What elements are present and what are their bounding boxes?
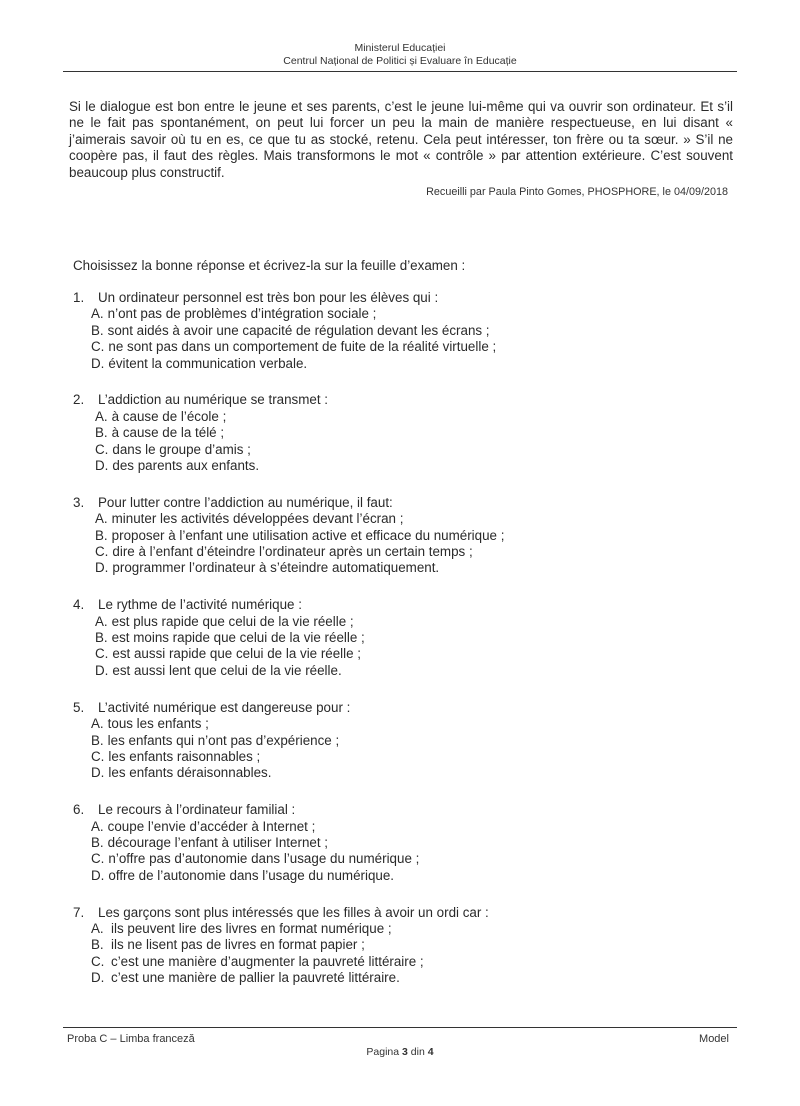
reading-passage xyxy=(69,99,733,181)
page-total: 4 xyxy=(427,1046,434,1058)
question-text: L’activité numérique est dangereuse pour : xyxy=(98,699,351,715)
option-b xyxy=(73,835,733,851)
page-current: 3 xyxy=(402,1046,408,1058)
option-c xyxy=(73,851,733,867)
option-letter: D. xyxy=(95,560,109,576)
option-letter: D. xyxy=(91,355,105,371)
option-list xyxy=(73,921,733,987)
header-ministry: Ministerul Educației xyxy=(354,42,446,54)
footer-divider xyxy=(63,1027,737,1028)
question-stem xyxy=(73,802,733,818)
option-d xyxy=(73,356,733,372)
question-number: 7. xyxy=(73,904,85,920)
option-text: c’est une manière de pallier la pauvreté littéraire. xyxy=(111,970,400,986)
option-a xyxy=(73,409,733,425)
option-text: ils peuvent lire des livres en format numérique ; xyxy=(111,920,392,936)
option-a xyxy=(73,511,733,527)
question-stem xyxy=(73,392,733,408)
question-text: Les garçons sont plus intéressés que les filles à avoir un ordi car : xyxy=(98,904,489,920)
page-prefix: Pagina xyxy=(366,1046,400,1058)
option-list xyxy=(73,716,733,782)
option-text: les enfants déraisonnables. xyxy=(108,765,272,781)
option-b xyxy=(73,937,733,953)
question-text: Un ordinateur personnel est très bon pour les élèves qui : xyxy=(98,290,439,305)
option-text: à cause de l’école ; xyxy=(111,408,227,424)
option-text: minuter les activités développées devant l’écran ; xyxy=(111,511,404,527)
question-number: 1. xyxy=(73,290,85,305)
option-text: les enfants raisonnables ; xyxy=(108,748,261,764)
option-text: les enfants qui n’ont pas d’expérience ; xyxy=(107,732,340,748)
option-letter: A. xyxy=(95,511,108,527)
question-text: Le recours à l’ordinateur familial : xyxy=(98,802,296,818)
option-text: proposer à l’enfant une utilisation active et efficace du numérique ; xyxy=(111,527,505,543)
question-text: L’addiction au numérique se transmet : xyxy=(98,392,329,408)
option-letter: D. xyxy=(91,867,105,883)
question-stem xyxy=(73,290,733,306)
option-b xyxy=(73,528,733,544)
question-stem xyxy=(73,495,733,511)
question-number: 5. xyxy=(73,699,85,715)
option-text: ne sont pas dans un comportement de fuite de la réalité virtuelle ; xyxy=(108,339,497,355)
question-2 xyxy=(73,392,733,474)
question-number: 6. xyxy=(73,802,85,818)
page-number xyxy=(0,1046,800,1058)
option-letter: A. xyxy=(91,818,104,834)
question-number: 3. xyxy=(73,494,85,510)
header-divider xyxy=(63,71,737,72)
option-text: programmer l’ordinateur à s’éteindre automatiquement. xyxy=(112,560,440,576)
option-letter: B. xyxy=(91,834,104,850)
option-a xyxy=(73,716,733,732)
option-d xyxy=(73,458,733,474)
question-stem xyxy=(73,597,733,613)
option-a xyxy=(73,306,733,322)
option-d xyxy=(73,765,733,781)
option-letter: C. xyxy=(95,441,109,457)
option-b xyxy=(73,630,733,646)
option-letter: C. xyxy=(91,851,105,867)
option-text: coupe l’envie d’accéder à Internet ; xyxy=(107,818,316,834)
option-b xyxy=(73,323,733,339)
option-list xyxy=(73,819,733,885)
option-text: dans le groupe d’amis ; xyxy=(112,441,251,457)
option-list xyxy=(73,511,733,577)
option-c xyxy=(73,646,733,662)
footer-model-label: Model xyxy=(699,1033,729,1045)
option-a xyxy=(73,921,733,937)
option-letter: A. xyxy=(91,716,104,732)
option-b xyxy=(73,733,733,749)
option-text: n’ont pas de problèmes d’intégration sociale ; xyxy=(107,306,377,322)
option-letter: B. xyxy=(91,322,104,338)
option-list xyxy=(73,306,733,372)
option-letter: C. xyxy=(95,544,109,560)
page-sep: din xyxy=(410,1046,425,1058)
question-text: Pour lutter contre l’addiction au numérique, il faut: xyxy=(98,494,393,510)
question-7 xyxy=(73,905,733,987)
option-text: est aussi lent que celui de la vie réelle. xyxy=(112,662,342,678)
document-header xyxy=(63,42,737,68)
option-a xyxy=(73,819,733,835)
question-list xyxy=(73,290,733,1007)
option-text: décourage l’enfant à utiliser Internet ; xyxy=(107,834,328,850)
option-letter: C. xyxy=(91,953,105,969)
question-number: 2. xyxy=(73,392,85,408)
option-letter: A. xyxy=(91,920,104,936)
option-d xyxy=(73,663,733,679)
option-letter: B. xyxy=(95,425,108,441)
instruction-text: Choisissez la bonne réponse et écrivez-la sur la feuille d’examen : xyxy=(73,258,466,273)
option-letter: B. xyxy=(91,732,104,748)
option-letter: C. xyxy=(91,748,105,764)
option-list xyxy=(73,409,733,475)
option-text: est plus rapide que celui de la vie réelle ; xyxy=(111,613,354,629)
question-6 xyxy=(73,802,733,884)
option-letter: C. xyxy=(91,339,105,355)
option-a xyxy=(73,614,733,630)
question-5 xyxy=(73,700,733,782)
option-text: à cause de la télé ; xyxy=(111,425,225,441)
question-text: Le rythme de l’activité numérique : xyxy=(98,597,302,613)
option-text: offre de l’autonomie dans l’usage du numérique. xyxy=(108,867,395,883)
passage-text: Si le dialogue est bon entre le jeune et ses parents, c’est le jeune lui-même qui va ouvrir son ordinateur. Et s’il ne le fait pas spontanément, on peut lui forcer un peu la main de manière respectueuse, en lui disant « j’aimerais savoir où tu en es, ce que tu as stocké, retenu. Cela peut intéresser, ton frère ou ta sœur. » S’il ne coopère pas, il faut des règles. Mais transformons le mot « contrôle » par attention extérieure. C’est souvent beaucoup plus constructif. xyxy=(69,99,733,180)
header-center: Centrul Național de Politici și Evaluare în Educație xyxy=(283,55,517,67)
option-text: ils ne lisent pas de livres en format papier ; xyxy=(111,937,365,953)
option-letter: D. xyxy=(91,765,105,781)
question-4 xyxy=(73,597,733,679)
option-c xyxy=(73,954,733,970)
option-letter: C. xyxy=(95,646,109,662)
option-c xyxy=(73,544,733,560)
option-letter: A. xyxy=(91,306,104,322)
option-b xyxy=(73,425,733,441)
option-d xyxy=(73,868,733,884)
passage-source: Recueilli par Paula Pinto Gomes, PHOSPHORE, le 04/09/2018 xyxy=(426,186,728,198)
option-letter: D. xyxy=(95,662,109,678)
option-letter: D. xyxy=(95,458,109,474)
option-text: évitent la communication verbale. xyxy=(108,355,308,371)
option-d xyxy=(73,970,733,986)
option-text: n’offre pas d’autonomie dans l’usage du numérique ; xyxy=(108,851,420,867)
option-letter: B. xyxy=(95,630,108,646)
option-letter: A. xyxy=(95,408,108,424)
option-c xyxy=(73,339,733,355)
question-1 xyxy=(73,290,733,372)
option-text: dire à l’enfant d’éteindre l’ordinateur après un certain temps ; xyxy=(112,544,473,560)
option-c xyxy=(73,442,733,458)
question-number: 4. xyxy=(73,597,85,613)
option-list xyxy=(73,614,733,680)
option-letter: B. xyxy=(95,527,108,543)
option-letter: D. xyxy=(91,970,105,986)
question-stem xyxy=(73,905,733,921)
question-3 xyxy=(73,495,733,577)
option-d xyxy=(73,560,733,576)
option-text: est moins rapide que celui de la vie réelle ; xyxy=(111,630,365,646)
question-stem xyxy=(73,700,733,716)
option-letter: A. xyxy=(95,613,108,629)
footer-exam-name: Proba C – Limba franceză xyxy=(67,1033,195,1045)
option-text: sont aidés à avoir une capacité de régulation devant les écrans ; xyxy=(107,322,490,338)
option-c xyxy=(73,749,733,765)
option-letter: B. xyxy=(91,937,104,953)
option-text: des parents aux enfants. xyxy=(112,458,260,474)
option-text: tous les enfants ; xyxy=(107,716,209,732)
option-text: est aussi rapide que celui de la vie réelle ; xyxy=(112,646,362,662)
option-text: c’est une manière d’augmenter la pauvreté littéraire ; xyxy=(111,953,424,969)
